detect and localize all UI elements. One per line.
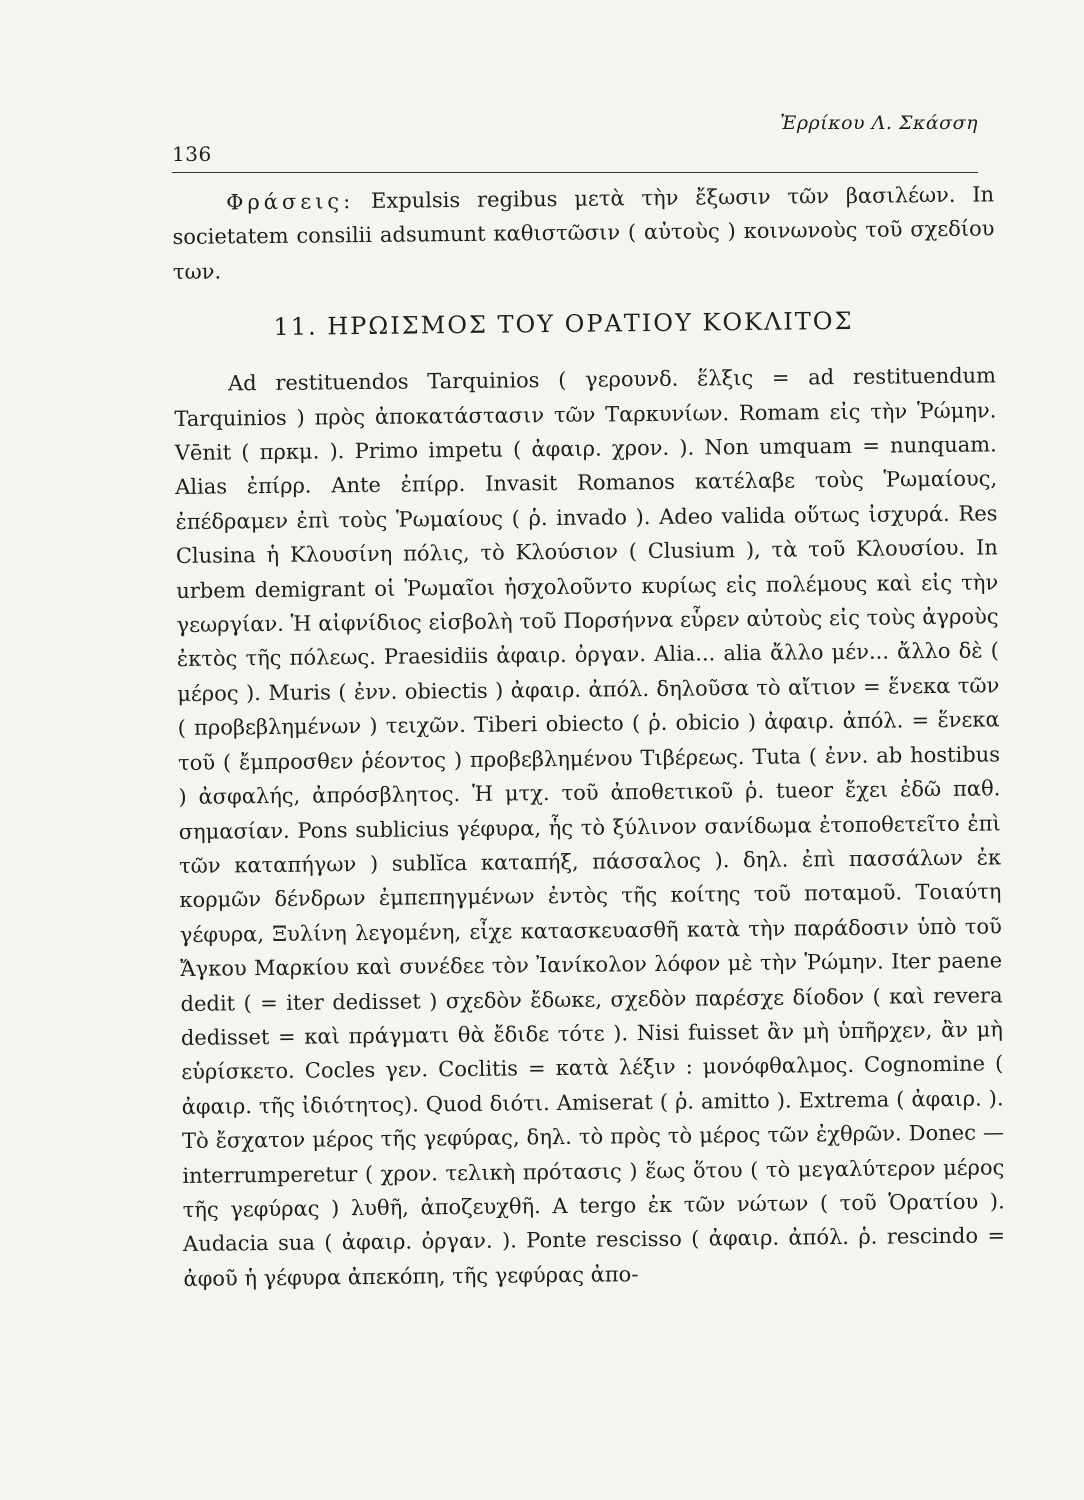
phrases-paragraph [172, 177, 995, 289]
phrases-text: Expulsis regibus μετὰ τὴν ἔξωσιν τῶν βασιλέων. In societatem consilii adsumunt καθιστῶσιν ( αὐτοὺς ) κοινωνοὺς τοῦ σχεδίου των. [172, 182, 995, 284]
body-text [172, 177, 1006, 1296]
page-header [172, 112, 978, 172]
phrases-label: Φράσεις: [226, 189, 355, 215]
commentary-paragraph: Ad restituendos Tarquinios ( γερουνδ. ἕλξις = ad restituendum Tarquinios ) πρὸς ἀποκατάστασιν τῶν Ταρκυνίων. Romam εἰς τὴν Ῥώμην. Vēnit ( πρκμ. ). Primo impetu ( ἀφαιρ. χρον. ). Non umquam = nunquam. Alias ἐπίρρ. Ante ἐπίρρ. Invasit Romanos κατέλαβε τοὺς Ῥωμαίους, ἐπέδραμεν ἐπὶ τοὺς Ῥωμαίους ( ῥ. invado ). Adeo valida οὕτως ἰσχυρά. Res Clusina ἡ Κλουσίνη πόλις, τὸ Κλούσιον ( Clusium ), τὰ τοῦ Κλουσίου. In urbem demigrant οἱ Ῥωμαῖοι ἠσχολοῦντο κυρίως εἰς πολέμους καὶ εἰς τὴν γεωργίαν. Ἡ αἰφνίδιος εἰσβολὴ τοῦ Πορσήννα εὗρεν αὐτοὺς εἰς τοὺς ἀγροὺς ἐκτὸς τῆς πόλεως. Praesidiis ἀφαιρ. ὀργαν. Alia... alia ἄλλο μέν... ἄλλο δὲ ( μέρος ). Muris ( ἐνν. obiectis ) ἀφαιρ. ἀπόλ. δηλοῦσα τὸ αἴτιον = ἕνεκα τῶν ( προβεβλημένων ) τειχῶν. Tiberi obiecto ( ῥ. obicio ) ἀφαιρ. ἀπόλ. = ἕνεκα τοῦ ( ἔμπροσθεν ῥέοντος ) προβεβλημένου Τιβέρεως. Tuta ( ἐνν. ab hostibus ) ἀσφαλής, ἀπρόσβλητος. Ἡ μτχ. τοῦ ἀποθετικοῦ ῥ. tueor ἔχει ἐδῶ παθ. σημασίαν. Pons sublicius γέφυρα, ἧς τὸ ξύλινον σανίδωμα ἐτοποθετεῖτο ἐπὶ τῶν καταπήγων ) sublĭca καταπήξ, πάσσαλος ). δηλ. ἐπὶ πασσάλων ἐκ κορμῶν δένδρων ἐμπεπηγμένων ἐντὸς τῆς κοίτης τοῦ ποταμοῦ. Τοιαύτη γέφυρα, Ξυλίνη λεγομένη, εἶχε κατασκευασθῆ κατὰ τὴν παράδοσιν ὑπὸ τοῦ Ἄγκου Μαρκίου καὶ συνέδεε τὸν Ἰανίκολον λόφον μὲ τὴν Ῥώμην. Iter paene dedit ( = iter dedisset ) σχεδὸν ἔδωκε, σχεδὸν παρέσχε δίοδον ( καὶ revera dedisset = καὶ πράγματι θὰ ἔδιδε τότε ). Nisi fuisset ἂν μὴ ὑπῆρχεν, ἂν μὴ εὑρίσκετο. Cocles γεν. Coclitis = κατὰ λέξιν : μονόφθαλμος. Cognomine ( ἀφαιρ. τῆς ἰδιότητος). Quod διότι. Amiserat ( ῥ. amitto ). Extrema ( ἀφαιρ. ). Τὸ ἔσχατον μέρος τῆς γεφύρας, δηλ. τὸ πρὸς τὸ μέρος τῶν ἐχθρῶν. Donec — interrumperetur ( χρον. τελικὴ πρότασις ) ἕως ὅτου ( τὸ μεγαλύτερον μέρος τῆς γεφύρας ) λυθῆ, ἀποζευχθῆ. A tergo ἐκ τῶν νώτων ( τοῦ Ὁρατίου ). Audacia sua ( ἀφαιρ. ὀργαν. ). Ponte rescisso ( ἀφαιρ. ἀπόλ. ῥ. rescindo = ἀφοῦ ἡ γέφυρα ἀπεκόπη, τῆς γεφύρας ἀπο- [174, 363, 1006, 1291]
running-head: Ἐρρίκου Λ. Σκάσση [780, 112, 978, 134]
header-rule [172, 172, 978, 173]
page-number: 136 [172, 142, 212, 166]
section-title: 11. ΗΡΩΙΣΜΟΣ ΤΟΥ ΟΡΑΤΙΟΥ ΚΟΚΛΙΤΟΣ [273, 307, 854, 342]
